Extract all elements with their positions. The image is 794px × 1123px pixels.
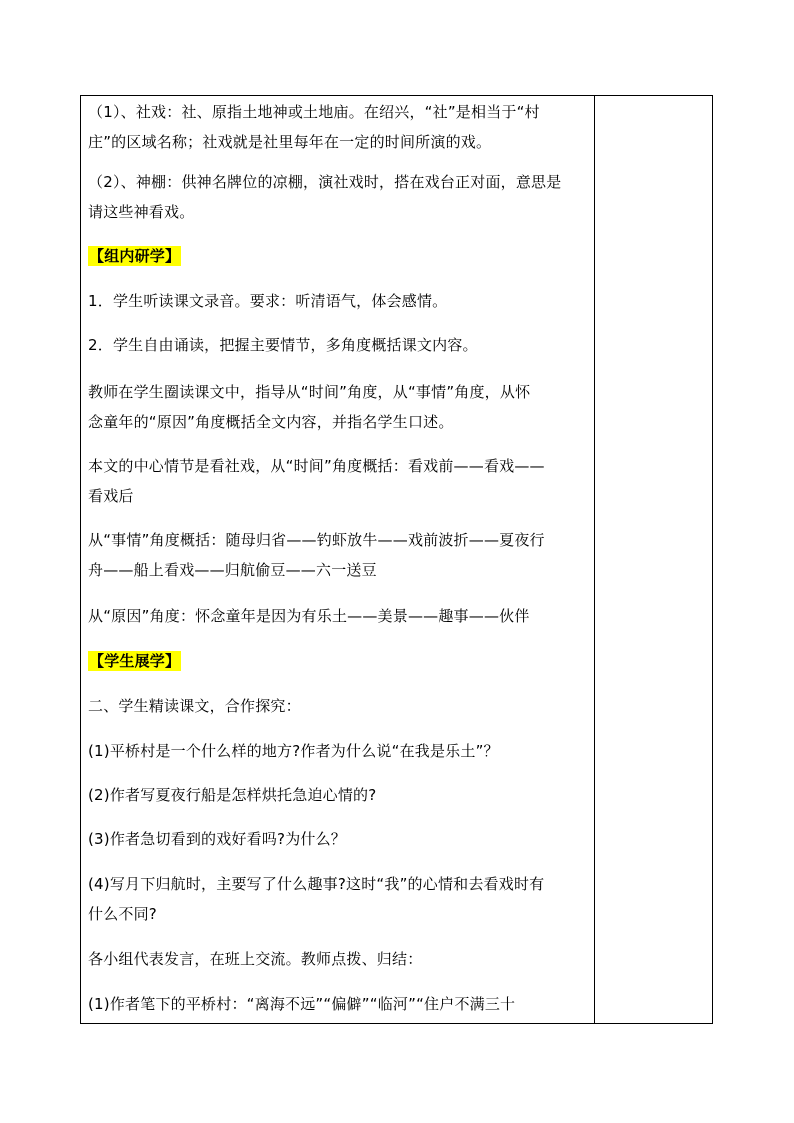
body-line: 念童年的“原因”角度概括全文内容，并指名学生口述。 xyxy=(88,413,454,431)
question-line: (2)作者写夏夜行船是怎样烘托急迫心情的? xyxy=(88,786,377,804)
body-line: 各小组代表发言，在班上交流。教师点拨、归结： xyxy=(88,950,423,968)
section-heading xyxy=(88,240,588,273)
section-heading xyxy=(88,645,588,678)
note-line: 请这些神看戏。 xyxy=(88,203,195,221)
question-line: (1)平桥村是一个什么样的地方?作者为什么说“在我是乐土”？ xyxy=(88,742,499,760)
highlighted-heading: 【学生展学】 xyxy=(89,652,181,670)
body-line: 从“原因”角度：怀念童年是因为有乐土——美景——趣事——伙伴 xyxy=(88,607,530,625)
body-line: 从“事情”角度概括：随母归省——钓虾放牛——戏前波折——夏夜行 xyxy=(88,531,545,549)
step-line: 1．学生听读课文录音。要求：听清语气，体会感情。 xyxy=(88,292,448,310)
note-line: （1）、社戏：社、原指土地神或土地庙。在绍兴，“社”是相当于“村 xyxy=(88,103,540,121)
body-line: 看戏后 xyxy=(88,487,134,505)
section-title: 二、学生精读课文，合作探究： xyxy=(88,697,301,715)
answer-line: (1)作者笔下的平桥村：“离海不远”“偏僻”“临河”“住户不满三十 xyxy=(88,995,516,1013)
question-line: (3)作者急切看到的戏好看吗?为什么？ xyxy=(88,830,347,848)
question-line: (4)写月下归航时，主要写了什么趣事?这时“我”的心情和去看戏时有 xyxy=(88,875,545,893)
body-line: 教师在学生圈读课文中，指导从“时间”角度，从“事情”角度，从怀 xyxy=(88,383,531,401)
step-line: 2．学生自由诵读，把握主要情节，多角度概括课文内容。 xyxy=(88,336,478,354)
note-line: 庄”的区域名称；社戏就是社里每年在一定的时间所演的戏。 xyxy=(88,133,492,151)
body-line: 舟——船上看戏——归航偷豆——六一送豆 xyxy=(88,561,377,579)
highlighted-heading: 【组内研学】 xyxy=(89,247,181,265)
body-line: 本文的中心情节是看社戏，从“时间”角度概括：看戏前——看戏—— xyxy=(88,457,545,475)
question-line: 什么不同? xyxy=(88,905,157,923)
note-line: （2）、神棚：供神名牌位的凉棚，演社戏时，搭在戏台正对面，意思是 xyxy=(88,173,562,191)
table-column-divider xyxy=(594,95,595,1024)
